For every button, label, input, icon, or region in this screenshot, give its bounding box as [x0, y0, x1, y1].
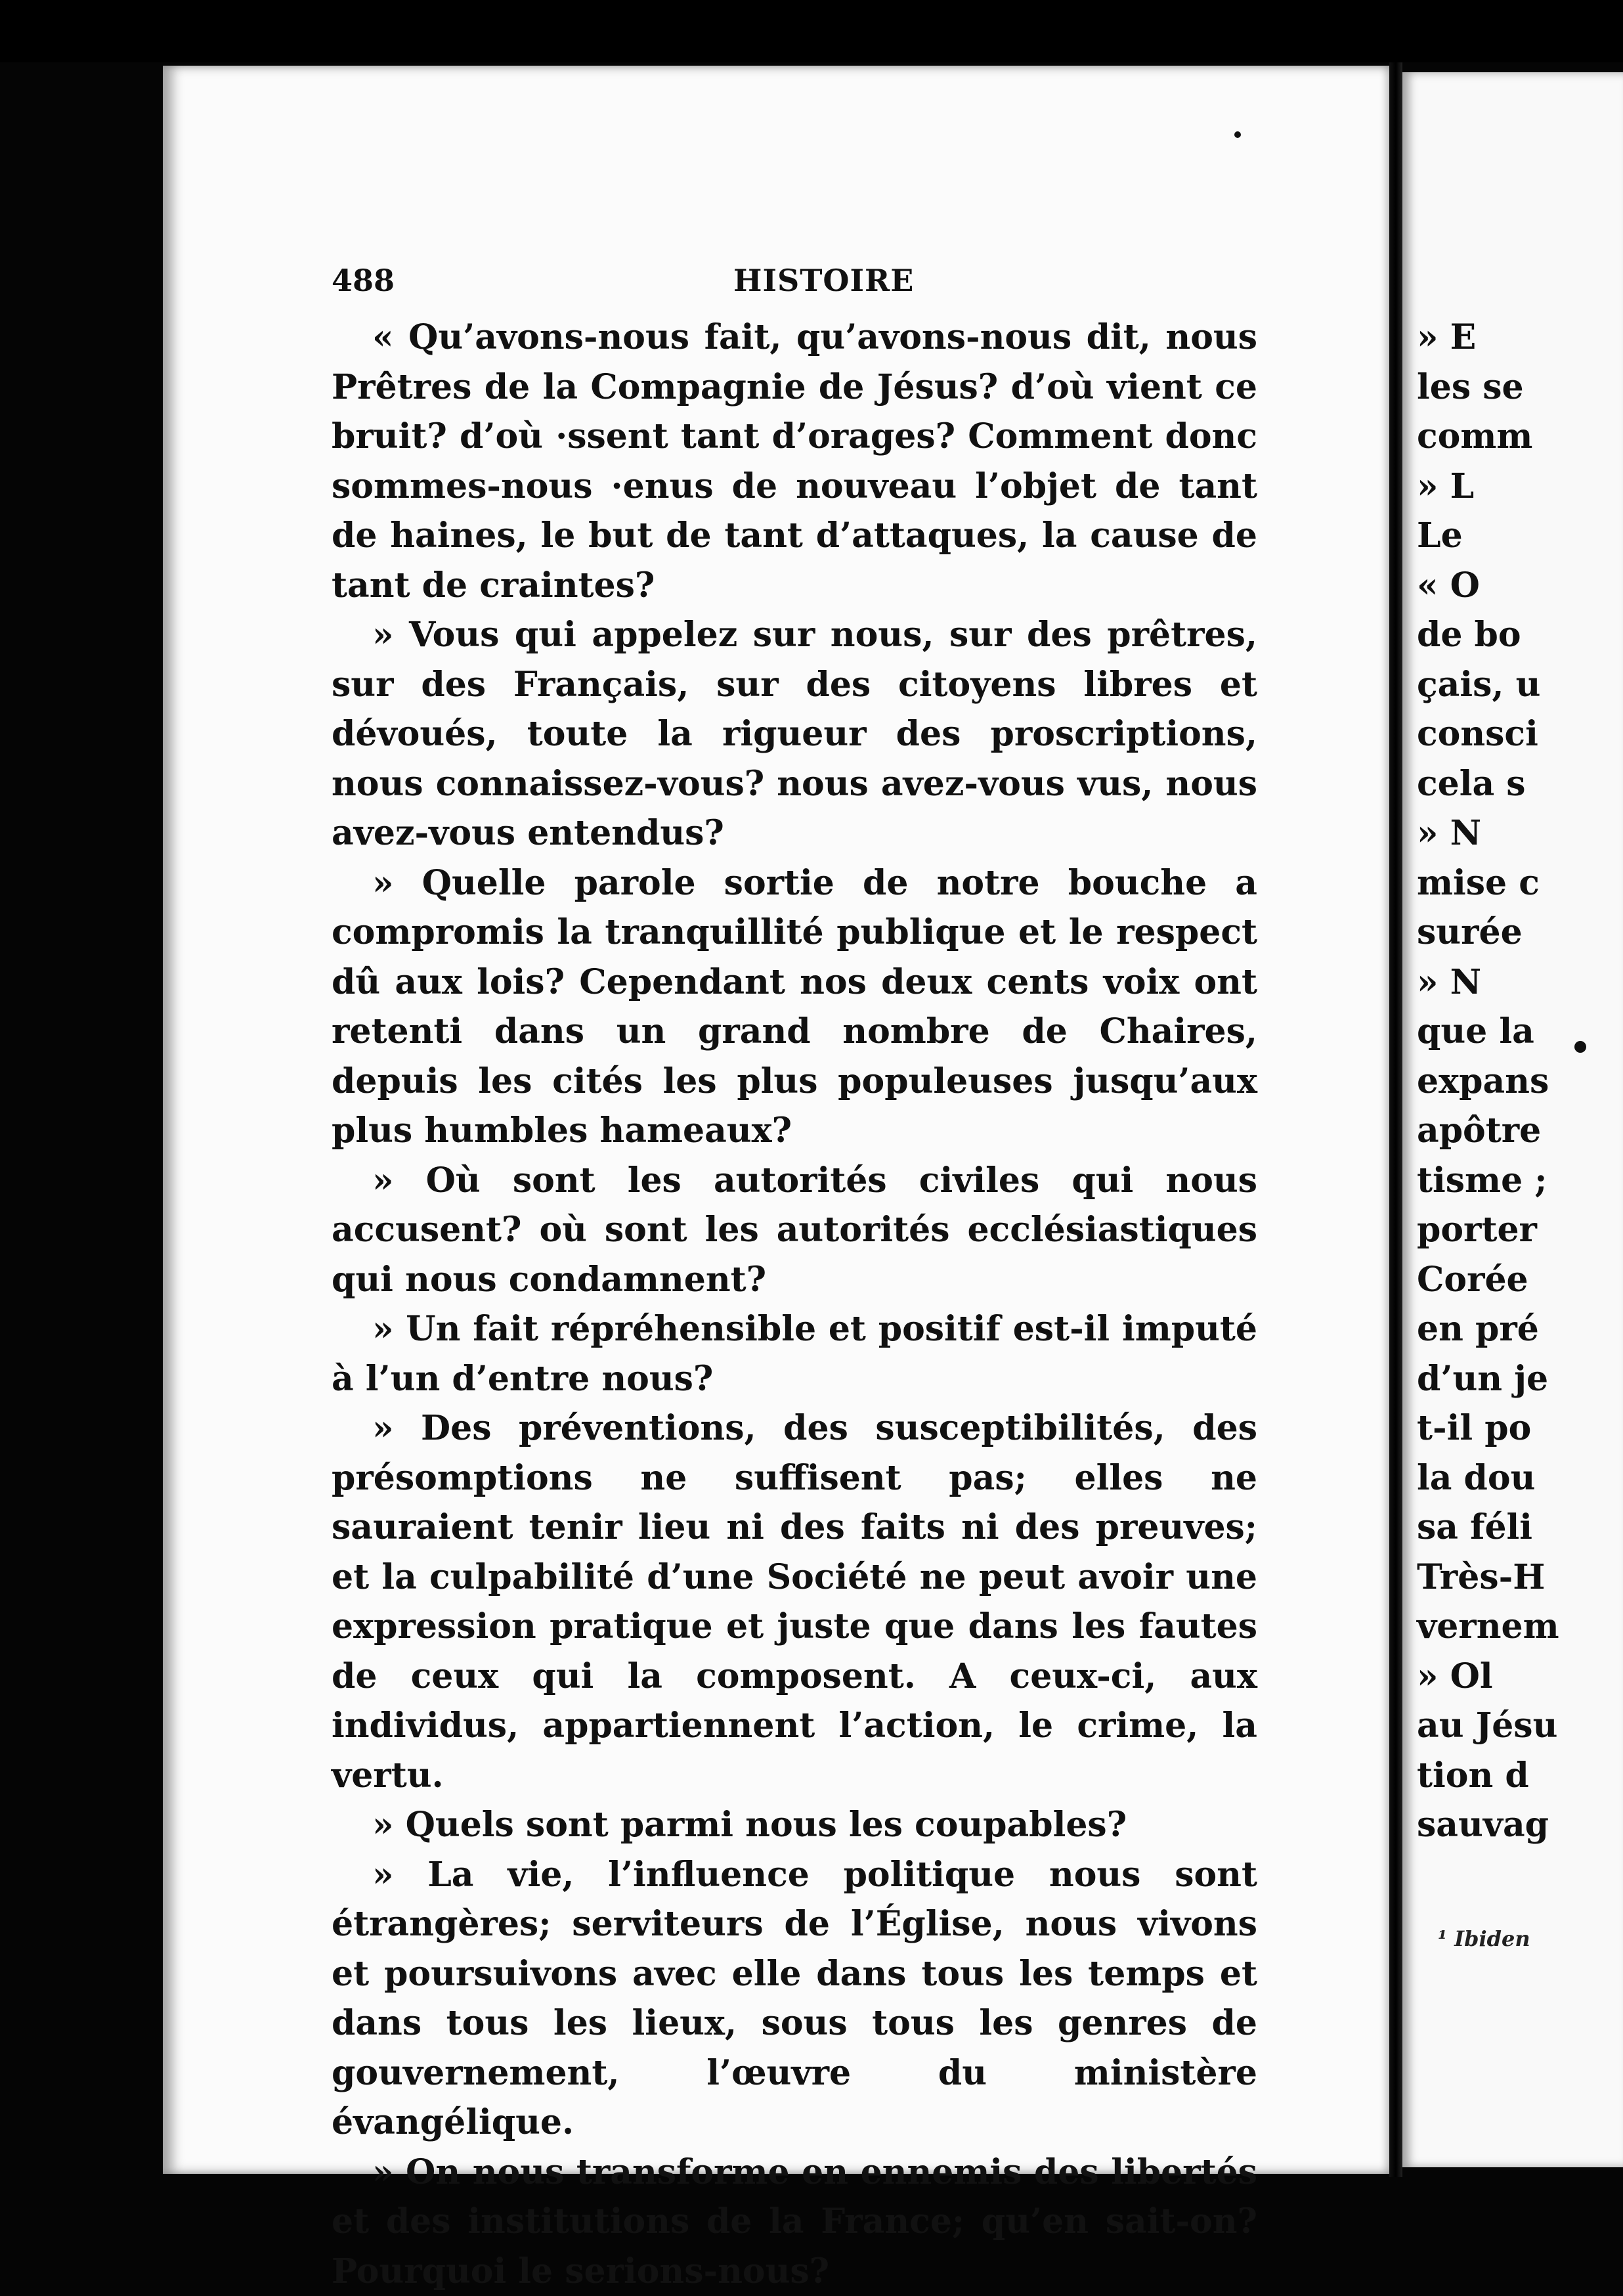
paragraph: » La vie, l’influence politique nous sont étrangères; serviteurs de l’Église, nous vivons et poursuivons avec elle dans tous les temps et dans tous les lieux, sous tous les genres de gouvernement, l’œuvre du ministère évangélique.	[332, 1850, 1257, 2148]
facing-page-line: apôtre	[1417, 1106, 1623, 1156]
facing-page-line: surée	[1417, 908, 1623, 958]
facing-page-line: » N	[1417, 958, 1623, 1007]
facing-page-line: de bo	[1417, 610, 1623, 660]
facing-page-line: Très-H	[1417, 1553, 1623, 1602]
facing-page-line: au Jésu	[1417, 1701, 1623, 1751]
facing-page-line: consci	[1417, 709, 1623, 759]
facing-page-line: expans	[1417, 1057, 1623, 1107]
paragraph: » Quels sont parmi nous les coupables?	[332, 1800, 1257, 1850]
facing-page-line: mise c	[1417, 858, 1623, 908]
page-number: 488	[332, 263, 395, 298]
facing-page-line: les se	[1417, 363, 1623, 412]
facing-page-line: sauvag	[1417, 1800, 1623, 1850]
facing-page-line: vernem	[1417, 1602, 1623, 1652]
facing-page-line: çais, u	[1417, 660, 1623, 710]
facing-page-line: la dou	[1417, 1453, 1623, 1503]
facing-page-line: « O	[1417, 561, 1623, 611]
scan-speck	[1234, 131, 1241, 138]
facing-page-line: que la	[1417, 1007, 1623, 1057]
facing-page-line: tion d	[1417, 1751, 1623, 1801]
facing-page-line: sa féli	[1417, 1503, 1623, 1553]
paragraph: » Vous qui appelez sur nous, sur des prêtres, sur des Français, sur des citoyens libres et dévoués, toute la rigueur des proscriptions, nous connaissez-vous? nous avez-vous vus, nous avez-vous entendus?	[332, 610, 1257, 858]
facing-page-line: Corée	[1417, 1255, 1623, 1305]
facing-page-text	[1417, 313, 1623, 1850]
facing-page-line: » Ol	[1417, 1652, 1623, 1702]
facing-page-line: d’un je	[1417, 1354, 1623, 1404]
facing-page-line: porter	[1417, 1205, 1623, 1255]
facing-page-line: » L	[1417, 462, 1623, 512]
body-text	[332, 313, 1257, 2296]
scan-border-top	[0, 0, 1623, 62]
paragraph: » Où sont les autorités civiles qui nous accusent? où sont les autorités ecclésiastiques qui nous condamnent?	[332, 1156, 1257, 1305]
running-head	[332, 263, 1264, 309]
paragraph: « Qu’avons-nous fait, qu’avons-nous dit, nous Prêtres de la Compagnie de Jésus? d’où vient ce bruit? d’où ·ssent tant d’orages? Comment donc sommes-nous ·enus de nouveau l’objet de tant de haines, le but de tant d’attaques, la cause de tant de craintes?	[332, 313, 1257, 610]
facing-page-line: comm	[1417, 412, 1623, 462]
book-gutter	[1389, 62, 1402, 2177]
facing-page-line: tisme ;	[1417, 1156, 1623, 1206]
facing-page-line: » N	[1417, 808, 1623, 858]
running-title: HISTOIRE	[733, 263, 914, 298]
facing-page-line: en pré	[1417, 1304, 1623, 1354]
facing-page-footnote: ¹ Ibiden	[1438, 1926, 1530, 1951]
paragraph: » Des préventions, des susceptibilités, des présomptions ne suffisent pas; elles ne sauraient tenir lieu ni des faits ni des preuves; et la culpabilité d’une Société ne peut avoir une expression pratique et juste que dans les fautes de ceux qui la composent. A ceux-ci, aux individus, appartiennent l’action, le crime, la vertu.	[332, 1403, 1257, 1800]
facing-page-line: t-il po	[1417, 1403, 1623, 1453]
paragraph: » Un fait répréhensible et positif est-il imputé à l’un d’entre nous?	[332, 1304, 1257, 1403]
facing-page-line: » E	[1417, 313, 1623, 363]
scan-speck	[1574, 1041, 1586, 1053]
paragraph: » Quelle parole sortie de notre bouche a compromis la tranquillité publique et le respect dû aux lois? Cependant nos deux cents voix ont retenti dans un grand nombre de Chaires, depuis les cités les plus populeuses jusqu’aux plus humbles hameaux?	[332, 858, 1257, 1156]
paragraph: » On nous transforme en ennemis des libertés et des institutions de la France; qu’en sait-on? Pourquoi le serions-nous?	[332, 2148, 1257, 2296]
facing-page-line: cela s	[1417, 759, 1623, 809]
facing-page-line: Le	[1417, 511, 1623, 561]
